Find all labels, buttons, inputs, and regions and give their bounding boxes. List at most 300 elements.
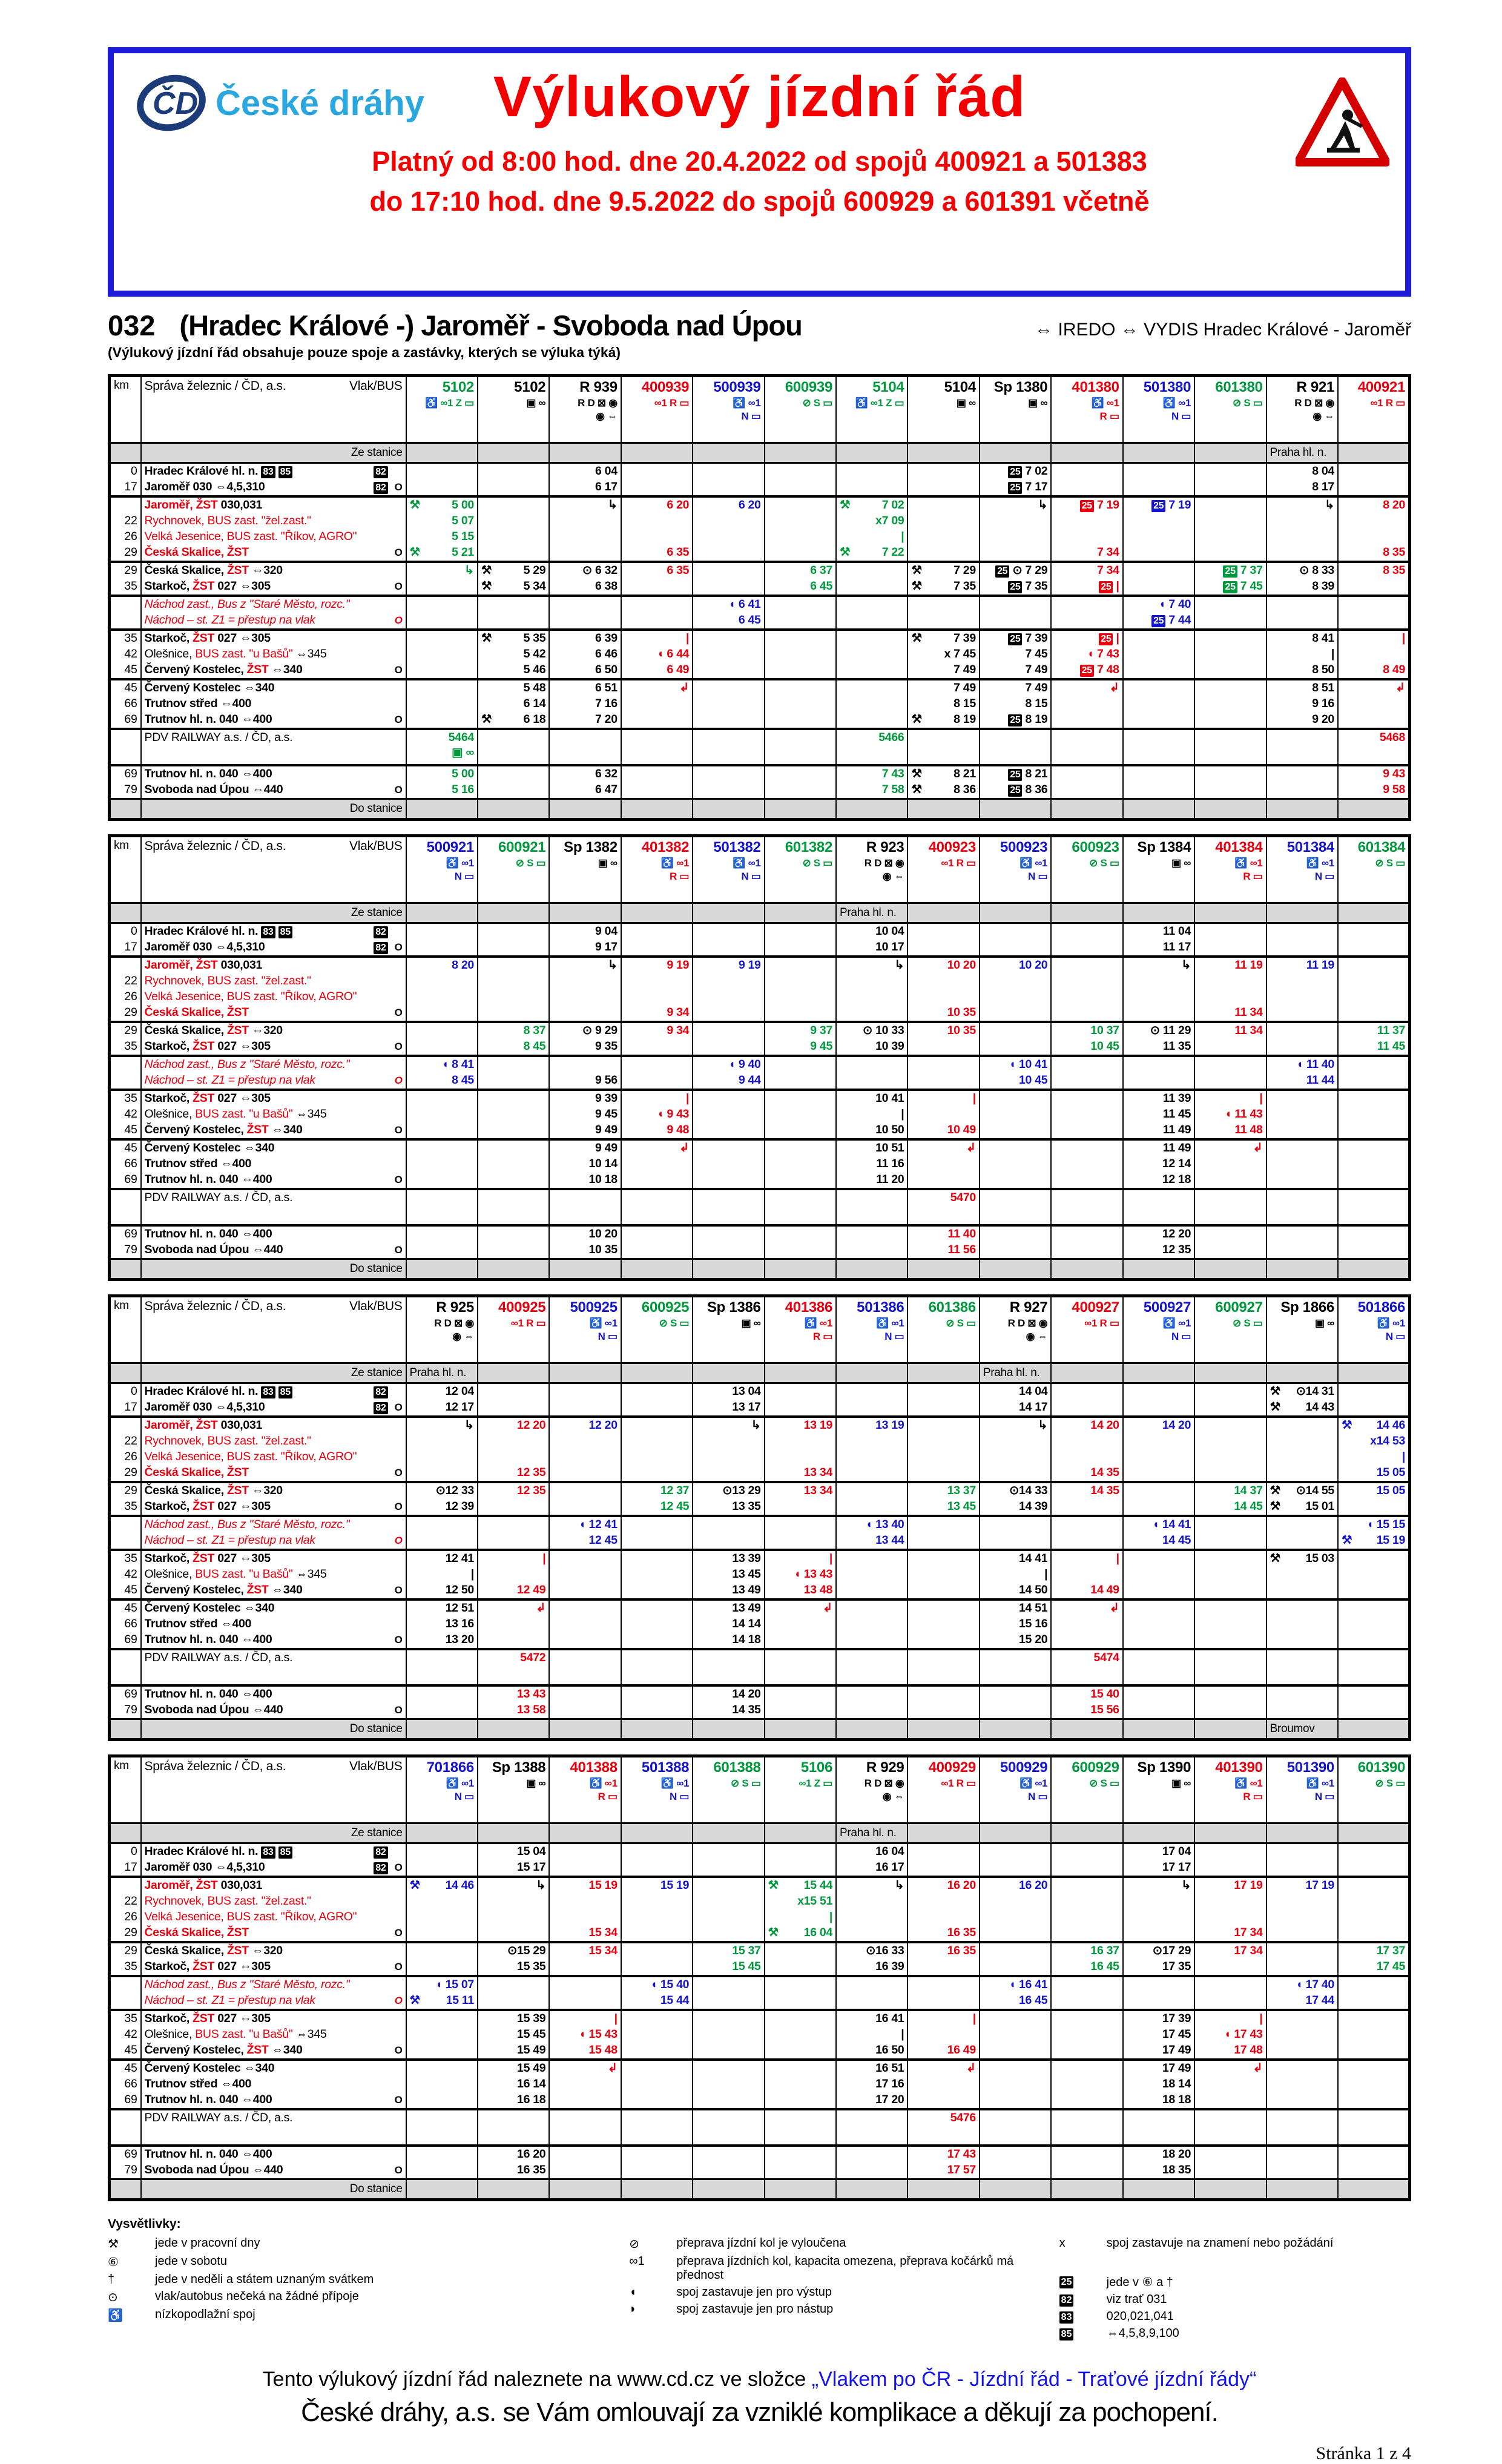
time-cell [1338, 479, 1410, 496]
time-cell [765, 2077, 836, 2092]
time-cell: 10 20 [907, 957, 979, 973]
train-column-header [621, 376, 693, 443]
train-number: 501382 [713, 839, 761, 855]
time-cell: ◖ 15 40 [621, 1976, 693, 1993]
time-cell: ◖ 11 43 [1194, 1107, 1266, 1122]
origin-station [980, 1823, 1051, 1843]
time-cell [478, 989, 549, 1005]
origin-station: Praha hl. n. [980, 1363, 1051, 1383]
train-column-header [765, 836, 836, 903]
time-cell [1338, 1073, 1410, 1090]
time-cell [765, 613, 836, 630]
time-cell: 14 49 [1051, 1583, 1122, 1599]
origin-station [1051, 443, 1122, 463]
km-value [110, 1516, 141, 1533]
time-cell [907, 729, 979, 765]
time-cell [1051, 1139, 1122, 1156]
km-value: 0 [110, 1843, 141, 1860]
time-cell [1194, 782, 1266, 799]
time-cell [478, 613, 549, 630]
time-cell [693, 1434, 764, 1449]
time-cell: 10 37 [1051, 1022, 1122, 1039]
time-cell [836, 662, 907, 679]
time-cell [1123, 1383, 1194, 1400]
do-stanice-row: Do stanice [110, 2179, 1410, 2200]
time-cell: ↲ [907, 2060, 979, 2077]
station-circle-marker: O [394, 1961, 403, 1972]
station-row [110, 1172, 1410, 1189]
time-cell: ◖ 7 40 [1123, 596, 1194, 613]
station-circle-marker: O [394, 1244, 403, 1256]
validity-line-1: Platný od 8:00 hod. dne 20.4.2022 od spojů 400921 a 501383 [372, 146, 1147, 177]
time-cell [1338, 2043, 1410, 2060]
time-cell [1338, 1616, 1410, 1632]
train-icons: R D ⊠ ◉ [864, 857, 904, 869]
time-cell [1051, 1400, 1122, 1417]
time-cell: ↳ [1266, 496, 1338, 513]
time-cell [1266, 1417, 1338, 1434]
km-value: 22 [110, 1434, 141, 1449]
time-cell [980, 1533, 1051, 1550]
train-icons: ∞1 Z ▭ [799, 1777, 833, 1789]
time-cell [1194, 1516, 1266, 1533]
time-cell: ◖ 17 43 [1194, 2027, 1266, 2043]
time-cell [1338, 1877, 1410, 1894]
km-value [110, 1976, 141, 1993]
train-number: 5102 [514, 379, 546, 395]
train-column-header [406, 1756, 478, 1823]
time-cell [406, 989, 478, 1005]
km-value: 69 [110, 2146, 141, 2163]
time-cell [693, 1172, 764, 1189]
time-cell: 10 35 [907, 1005, 979, 1022]
time-cell [1338, 1005, 1410, 1022]
time-cell [549, 1909, 621, 1925]
time-cell [907, 596, 979, 613]
time-cell [693, 630, 764, 647]
station-row [110, 957, 1410, 973]
workday-icon: ⚒ [911, 579, 922, 593]
origin-station [1123, 443, 1194, 463]
time-cell: 7 45 [980, 647, 1051, 662]
station-name: Svoboda nad Úpou ⇔440 O [141, 1242, 406, 1259]
time-cell: | [907, 1090, 979, 1107]
workday-icon: ⚒ [1270, 1400, 1280, 1414]
time-cell [1123, 1550, 1194, 1567]
time-cell: 7 16 [549, 696, 621, 712]
logo-text: České dráhy [216, 83, 424, 123]
do-stanice-row: Do stanice Broumov [110, 1719, 1410, 1740]
legend-symbol: † [108, 2273, 115, 2286]
time-cell: 11 34 [1194, 1005, 1266, 1022]
time-cell [621, 596, 693, 613]
time-cell: 12 45 [621, 1499, 693, 1516]
time-cell [980, 1122, 1051, 1139]
time-cell: 6 20 [693, 496, 764, 513]
time-cell [907, 940, 979, 957]
time-cell [693, 1005, 764, 1022]
time-cell [478, 1434, 549, 1449]
time-cell: 16 35 [907, 1925, 979, 1942]
time-cell: 11 44 [1266, 1073, 1338, 1090]
train-icons: ⊘ S ▭ [1089, 857, 1119, 869]
time-cell [1051, 1449, 1122, 1465]
time-cell [621, 2043, 693, 2060]
time-cell: 16 04 [836, 1843, 907, 1860]
workday-icon: ⚒ [768, 1926, 779, 1939]
time-cell [980, 2163, 1051, 2179]
time-cell: 9 34 [621, 1022, 693, 1039]
time-cell [1051, 696, 1122, 712]
time-cell [1123, 1499, 1194, 1516]
time-cell [406, 1942, 478, 1959]
legend-symbol [1059, 2310, 1107, 2324]
time-cell [1051, 1860, 1122, 1877]
ze-stanice-row: Ze stanice Praha hl. n. [110, 903, 1410, 923]
destination-station [1123, 1719, 1194, 1740]
time-cell [1266, 613, 1338, 630]
time-cell [907, 1417, 979, 1434]
time-cell [406, 1860, 478, 1877]
time-cell: ⚒ 15 44 [765, 1877, 836, 1894]
time-cell: 12 37 [621, 1482, 693, 1499]
destination-station [621, 799, 693, 820]
km-value [110, 957, 141, 973]
station-name: Česká Skalice, ŽST O [141, 1465, 406, 1482]
origin-station [478, 443, 549, 463]
time-cell [621, 1843, 693, 1860]
destination-station [836, 799, 907, 820]
origin-station [693, 443, 764, 463]
origin-station [980, 903, 1051, 923]
time-cell: ↲ [621, 679, 693, 696]
time-cell [907, 1567, 979, 1583]
station-circle-marker: O [394, 1584, 403, 1596]
time-cell [836, 1383, 907, 1400]
time-cell [836, 1482, 907, 1499]
station-name: Starkoč, ŽST 027 ⇔305 O [141, 579, 406, 596]
time-cell [1194, 1039, 1266, 1056]
time-cell: 6 04 [549, 463, 621, 480]
table-header-row [110, 376, 1410, 443]
km-value: 29 [110, 562, 141, 579]
train-icons: ♿ ∞1 [804, 1317, 833, 1329]
time-cell [1051, 1616, 1122, 1632]
train-number: 601382 [785, 839, 833, 855]
time-cell [765, 957, 836, 973]
time-cell [406, 463, 478, 480]
station-row [110, 613, 1410, 630]
time-cell [1338, 1242, 1410, 1259]
time-cell [907, 1434, 979, 1449]
time-cell [693, 940, 764, 957]
time-cell [765, 1056, 836, 1073]
time-cell: 17 19 [1266, 1877, 1338, 1894]
train-number: 601390 [1357, 1759, 1405, 1776]
train-icons: ⊘ S ▭ [946, 1317, 976, 1329]
time-cell [765, 2163, 836, 2179]
origin-station [549, 1823, 621, 1843]
time-cell [1266, 1925, 1338, 1942]
time-cell: | [621, 1090, 693, 1107]
time-cell: 11 56 [907, 1242, 979, 1259]
time-cell: 15 49 [478, 2060, 549, 2077]
time-cell [693, 1516, 764, 1533]
legend-item [108, 2236, 629, 2252]
train-column-header [621, 836, 693, 903]
station-row [110, 1909, 1410, 1925]
time-cell: | [1338, 1449, 1410, 1465]
station-row [110, 1894, 1410, 1909]
time-cell: | [478, 1550, 549, 1567]
time-cell: ⚒ 5 34 [478, 579, 549, 596]
vlak-bus-label: Vlak/BUS [349, 839, 403, 853]
time-cell [836, 1465, 907, 1482]
legend-text: nízkopodlažní spoj [155, 2308, 255, 2321]
time-cell: 18 35 [1123, 2163, 1194, 2179]
workday-icon: ⚒ [409, 498, 420, 512]
train-icons: N ▭ [884, 1331, 904, 1342]
time-cell [549, 2163, 621, 2179]
time-cell [765, 2092, 836, 2109]
boxed-note-number: 82 [374, 1846, 387, 1859]
time-cell [621, 1925, 693, 1942]
km-value [110, 1993, 141, 2010]
station-name: Červený Kostelec, ŽST ⇔340 O [141, 1583, 406, 1599]
station-name: Jaroměř, ŽST 030,031 [141, 1417, 406, 1434]
time-cell [907, 2027, 979, 2043]
station-name: Česká Skalice, ŽST ⇔320 [141, 1942, 406, 1959]
time-cell [478, 1976, 549, 1993]
train-column-header [693, 1296, 764, 1363]
timetable-2 [108, 834, 1411, 1281]
train-number: 5104 [872, 379, 904, 395]
train-number: 501388 [641, 1759, 690, 1776]
time-cell [1338, 2092, 1410, 2109]
km-value: 29 [110, 1022, 141, 1039]
time-cell [765, 1942, 836, 1959]
time-cell: 8 15 [980, 696, 1051, 712]
time-cell: ⚒ 15 03 [1266, 1550, 1338, 1567]
time-cell [621, 1242, 693, 1259]
station-name: PDV RAILWAY a.s. / ČD, a.s. [141, 1649, 406, 1685]
time-cell [1051, 1090, 1122, 1107]
time-cell [406, 2060, 478, 2077]
time-cell: 6 47 [549, 782, 621, 799]
train-icons: ♿ ∞1 Z ▭ [424, 397, 474, 409]
time-cell [836, 1400, 907, 1417]
time-cell: 9 45 [549, 1107, 621, 1122]
time-cell: 17 43 [907, 2146, 979, 2163]
time-cell [765, 1685, 836, 1702]
train-icons: N ▭ [1028, 871, 1048, 882]
time-cell [1194, 662, 1266, 679]
train-icons: ♿ ∞1 [1377, 1317, 1405, 1329]
time-cell: ⚒ 7 35 [907, 579, 979, 596]
time-cell [549, 529, 621, 545]
time-cell [693, 2146, 764, 2163]
station-circle-marker: O [394, 1075, 403, 1086]
destination-station [980, 799, 1051, 820]
destination-station [907, 1719, 979, 1740]
time-cell: 16 14 [478, 2077, 549, 2092]
destination-station [1338, 1719, 1410, 1740]
time-cell [478, 1090, 549, 1107]
station-name: Červený Kostelec, ŽST ⇔340 O [141, 662, 406, 679]
time-cell [980, 1959, 1051, 1976]
station-row [110, 1533, 1410, 1550]
time-cell [621, 923, 693, 940]
origin-station [907, 1823, 979, 1843]
time-cell [1051, 1533, 1122, 1550]
time-cell: 15 44 [621, 1993, 693, 2010]
time-cell: ⊙ 6 32 [549, 562, 621, 579]
station-name: Trutnov hl. n. 040 ⇔400 [141, 2146, 406, 2163]
time-cell [693, 529, 764, 545]
time-cell [693, 1993, 764, 2010]
train-icons: ⊘ S ▭ [659, 1317, 690, 1329]
time-cell [549, 1632, 621, 1649]
train-number: 401380 [1072, 379, 1119, 395]
time-cell [1266, 513, 1338, 529]
workday-icon: ⚒ [409, 545, 420, 559]
time-cell [549, 1550, 621, 1567]
km-value: 66 [110, 2077, 141, 2092]
time-cell [1194, 765, 1266, 782]
time-cell [1051, 2043, 1122, 2060]
time-cell [765, 630, 836, 647]
time-cell: 9 44 [693, 1073, 764, 1090]
time-cell [549, 1959, 621, 1976]
time-cell [836, 1449, 907, 1465]
time-cell: 15 19 [621, 1877, 693, 1894]
time-cell: 18 14 [1123, 2077, 1194, 2092]
destination-station [693, 1719, 764, 1740]
station-row [110, 989, 1410, 1005]
time-cell: ↳ [406, 1417, 478, 1434]
time-cell: ↳ [1123, 1877, 1194, 1894]
time-cell [478, 1632, 549, 1649]
station-name: Jaroměř, ŽST 030,031 [141, 1877, 406, 1894]
time-cell: 11 34 [1194, 1022, 1266, 1039]
origin-station [478, 1823, 549, 1843]
train-icons: ♿ ∞1 Z ▭ [855, 397, 904, 409]
train-icons: ∞1 R ▭ [654, 397, 690, 409]
time-cell [549, 2109, 621, 2146]
station-name: Svoboda nad Úpou ⇔440 O [141, 782, 406, 799]
station-row [110, 2109, 1410, 2146]
train-column-header [765, 1756, 836, 1823]
time-cell: ◖ 15 07 [406, 1976, 478, 1993]
train-column-header [836, 1296, 907, 1363]
station-row [110, 647, 1410, 662]
time-cell [836, 1242, 907, 1259]
destination-station [406, 2179, 478, 2200]
time-cell [1194, 940, 1266, 957]
time-cell [549, 1894, 621, 1909]
km-value [110, 1056, 141, 1073]
time-cell [1266, 1959, 1338, 1976]
train-icons: ⊘ S ▭ [1232, 397, 1263, 409]
station-name: Červený Kostelec ⇔340 [141, 1139, 406, 1156]
time-cell [836, 2109, 907, 2146]
time-cell: | [406, 1567, 478, 1583]
legend-text: jede v pracovní dny [155, 2236, 260, 2250]
time-cell: 8 45 [406, 1073, 478, 1090]
time-cell: 10 20 [980, 957, 1051, 973]
time-cell [1338, 1107, 1410, 1122]
km-column-header: km [110, 1296, 141, 1363]
time-cell [1338, 2146, 1410, 2163]
time-cell [907, 923, 979, 940]
time-cell: ◖ 16 41 [980, 1976, 1051, 1993]
train-column-header [1123, 1296, 1194, 1363]
boxed-note-number: 82 [374, 1402, 387, 1414]
km-value: 29 [110, 1005, 141, 1022]
train-icons: ♿ ∞1 [733, 397, 761, 409]
workday-icon: ⚒ [409, 1994, 420, 2007]
workday-icon: ⚒ [768, 1879, 779, 1892]
train-icons: N ▭ [1171, 1331, 1191, 1342]
table-header-row [110, 1296, 1410, 1363]
time-cell: ◖ 9 43 [621, 1107, 693, 1122]
station-circle-marker: O [394, 1124, 403, 1136]
station-circle-marker: O [394, 714, 403, 725]
time-cell [907, 479, 979, 496]
station-row [110, 2010, 1410, 2027]
time-cell [1123, 696, 1194, 712]
time-cell [406, 596, 478, 613]
time-cell: 16 20 [907, 1877, 979, 1894]
station-row [110, 1482, 1410, 1499]
km-value: 42 [110, 1107, 141, 1122]
time-cell [980, 729, 1051, 765]
time-cell [1051, 1189, 1122, 1225]
time-cell [1123, 662, 1194, 679]
destination-station [549, 1719, 621, 1740]
time-cell [980, 2092, 1051, 2109]
station-name: Velká Jesenice, BUS zast. "Říkov, AGRO" [141, 1909, 406, 1925]
time-cell [1123, 1976, 1194, 1993]
time-cell [549, 1005, 621, 1022]
time-cell [1051, 479, 1122, 496]
time-cell: ⚒ 7 39 [907, 630, 979, 647]
time-cell [980, 1449, 1051, 1465]
time-cell: 10 14 [549, 1156, 621, 1172]
origin-station [406, 443, 478, 463]
time-cell [1338, 1567, 1410, 1583]
line-title-row [108, 309, 1411, 342]
time-cell [1123, 1073, 1194, 1090]
time-cell [406, 2077, 478, 2092]
time-cell [1266, 2109, 1338, 2146]
time-cell [549, 1685, 621, 1702]
time-cell [1266, 2092, 1338, 2109]
time-cell [549, 1383, 621, 1400]
time-cell [765, 545, 836, 562]
legend-symbol: ♿ [108, 2309, 123, 2322]
train-icons: N ▭ [670, 1791, 690, 1802]
time-cell [980, 2027, 1051, 2043]
time-cell [1194, 1599, 1266, 1616]
time-cell [765, 479, 836, 496]
km-value: 42 [110, 1567, 141, 1583]
time-cell [693, 2010, 764, 2027]
time-cell [1051, 1156, 1122, 1172]
time-cell [1051, 463, 1122, 480]
station-row [110, 1632, 1410, 1649]
origin-station [621, 1823, 693, 1843]
